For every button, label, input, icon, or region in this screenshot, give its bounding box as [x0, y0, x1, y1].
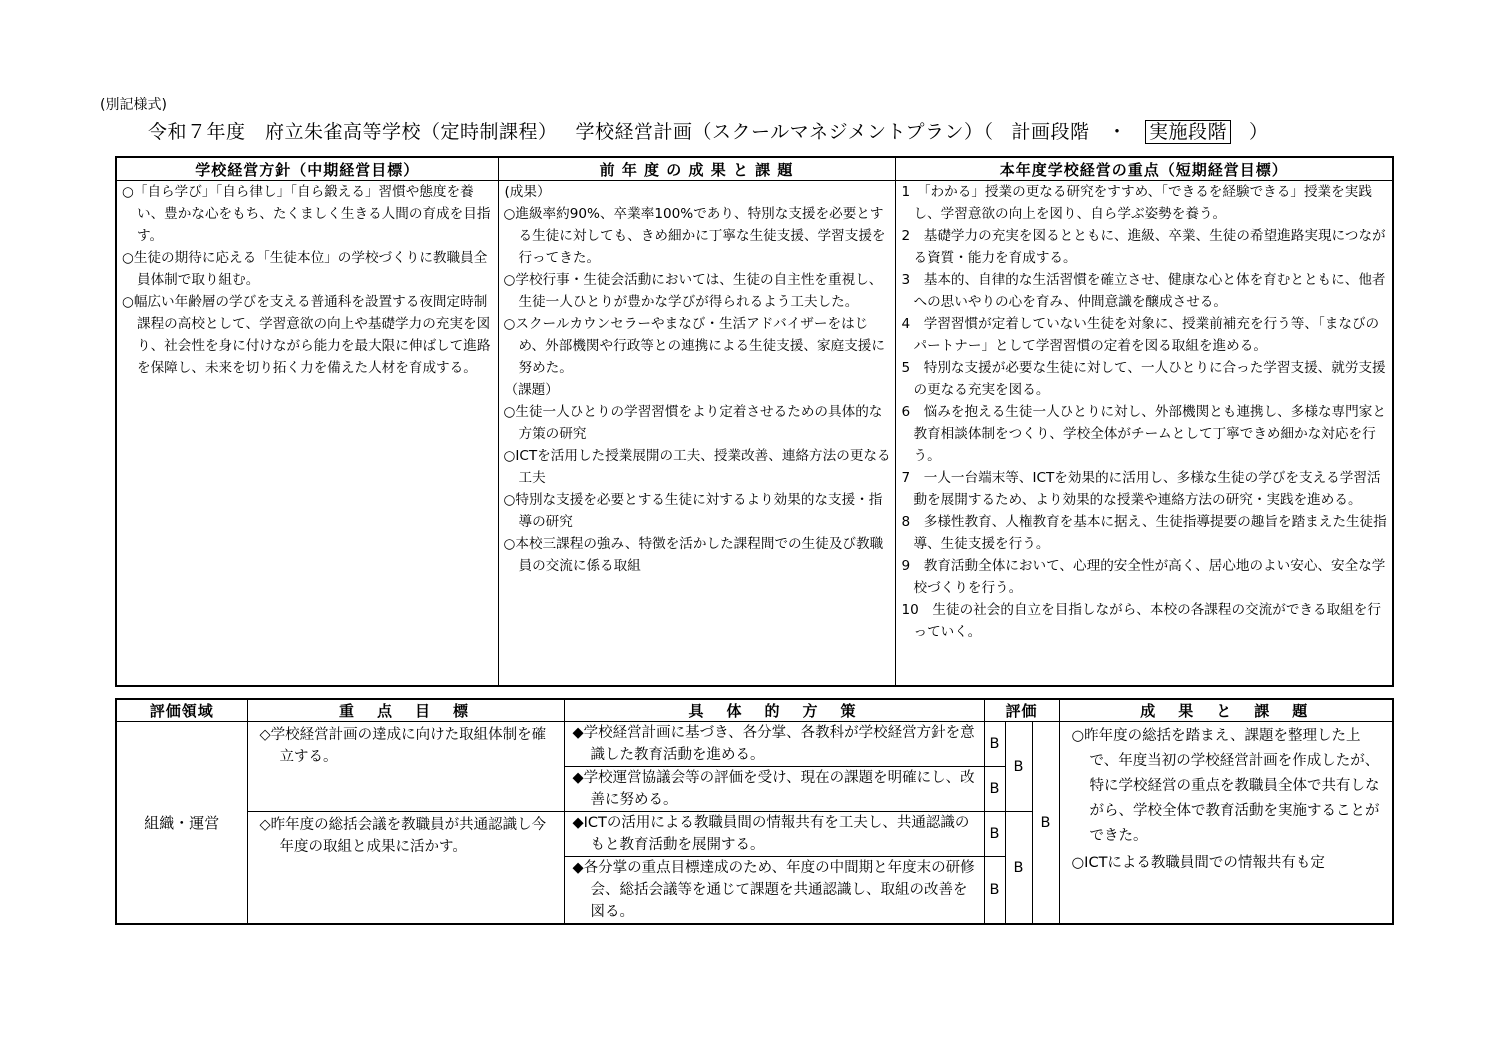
policy-header: 学校経営方針（中期経営目標） — [116, 157, 498, 181]
priority-item: 1 「わかる」授業の更なる研究をすすめ、「できるを経験できる」授業を実践し、学習意欲の向上を図り、自ら学ぶ姿勢を養う。 — [901, 184, 1372, 222]
issue-item: ○生徒一人ひとりの学習習慣をより定着させるための具体的な方策の研究 — [503, 404, 883, 442]
priority-item: 8 多様性教育、人権教育を基本に据え、生徒指導提要の趣旨を踏まえた生徒指導、生徒支援を行う。 — [901, 514, 1387, 552]
page-title — [148, 117, 1269, 144]
form-note: (別記様式) — [100, 97, 167, 113]
goal-item: ◇学校経営計画の達成に向けた取組体制を確立する。 — [259, 727, 547, 765]
measure-header: 具 体 的 方 策 — [564, 699, 984, 722]
result-item: ○ICTによる教職員間での情報共有も定 — [1071, 855, 1325, 871]
result-cell — [1059, 722, 1393, 925]
measure-item: ◆ICTの活用による教職員間の情報共有を工夫し、共通認識のもと教育活動を展開する。 — [572, 815, 970, 853]
stage-plan-label: 計画段階 — [1011, 121, 1090, 143]
result-item: ○昨年度の総括を踏まえ、課題を整理した上で、年度当初の学校経営計画を作成したが、特に学校経営の重点を教職員全体で共有しながら、学校全体で教育活動を実施することができた。 — [1071, 728, 1380, 844]
issues-label: （課題） — [504, 382, 559, 398]
issue-item: ○本校三課程の強み、特徴を活かした課程間での生徒及び教職員の交流に係る取組 — [503, 536, 884, 574]
priority-item: 3 基本的、自律的な生活習慣を確立させ、健康な心と体を育むとともに、他者への思いやりの心を育み、仲間意識を醸成させる。 — [901, 272, 1386, 310]
goal-item: ◇昨年度の総括会議を教職員が共通認識し今年度の取組と成果に活かす。 — [259, 817, 547, 855]
title-school: 令和７年度 府立朱雀高等学校（定時制課程） — [148, 121, 558, 143]
priorities-header: 本年度学校経営の重点（短期経営目標） — [895, 157, 1393, 181]
priority-item: 2 基礎学力の充実を図るとともに、進級、卒業、生徒の希望進路実現につながる資質・能力を育成する。 — [901, 228, 1386, 266]
measure-item: ◆各分掌の重点目標達成のため、年度の中間期と年度末の研修会、総括会議等を通じて課題を共通認識し、取組の改善を図る。 — [572, 860, 975, 920]
measure-cell — [564, 857, 984, 925]
priority-item: 10 生徒の社会的自立を目指しながら、本校の各課程の交流ができる取組を行っていく。 — [901, 602, 1381, 640]
stage-separator: ・ — [1107, 121, 1128, 143]
results-cell — [498, 181, 895, 687]
results-label: (成果） — [504, 184, 551, 200]
measure-grade: B — [984, 767, 1005, 812]
measure-cell — [564, 812, 984, 857]
result-item: ○スクールカウンセラーやまなび・生活アドバイザーをはじめ、外部機関や行政等との連携による生徒支援、家庭支援に努めた。 — [503, 316, 885, 376]
measure-cell — [564, 722, 984, 767]
goal-grade: B — [1005, 722, 1032, 812]
priority-item: 6 悩みを抱える生徒一人ひとりに対し、外部機関とも連携し、多様な専門家と教育相談体制をつくり、学校全体がチームとして丁寧できめ細かな対応を行う。 — [901, 404, 1386, 464]
result-item: ○学校行事・生徒会活動においては、生徒の自主性を重視し、生徒一人ひとりが豊かな学びが得られるよう工夫した。 — [503, 272, 883, 310]
policy-item: ○幅広い年齢層の学びを支える普通科を設置する夜間定時制課程の高校として、学習意欲の向上や基礎学力の充実を図り、社会性を身に付けながら能力を最大限に伸ばして進路を保障し、未来を切り拓く力を備えた人材を育成する。 — [122, 294, 491, 376]
priorities-cell — [895, 181, 1393, 687]
issue-item: ○ICTを活用した授業展開の工夫、授業改善、連絡方法の更なる工夫 — [503, 448, 891, 486]
area-header: 評価領域 — [116, 699, 247, 722]
title-plan: 学校経営計画（スクールマネジメントプラン）（ — [575, 121, 994, 143]
goal-cell — [247, 812, 564, 925]
priority-item: 7 一人一台端末等、ICTを効果的に活用し、多様な生徒の学びを支える学習活動を展開するため、より効果的な授業や連絡方法の研究・実践を進める。 — [901, 470, 1381, 508]
area-grade: B — [1032, 722, 1059, 925]
stage-implementation-label: 実施段階 — [1145, 120, 1231, 144]
goal-grade: B — [1005, 812, 1032, 925]
measure-cell — [564, 767, 984, 812]
measure-grade: B — [984, 722, 1005, 767]
priority-item: 4 学習習慣が定着していない生徒を対象に、授業前補充を行う等、「まなびのパートナー」として学習習慣の定着を図る取組を進める。 — [901, 316, 1380, 354]
policy-cell — [116, 181, 498, 687]
policy-item: ○「自ら学び」「自ら律し」「自ら鍛える」習慣や態度を養い、豊かな心をもち、たくましく生きる人間の育成を目指す。 — [122, 184, 491, 244]
measure-grade: B — [984, 857, 1005, 925]
issue-item: ○特別な支援を必要とする生徒に対するより効果的な支援・指導の研究 — [503, 492, 883, 530]
policy-item: ○生徒の期待に応える「生徒本位」の学校づくりに教職員全員体制で取り組む。 — [122, 250, 488, 288]
measure-grade: B — [984, 812, 1005, 857]
priority-item: 9 教育活動全体において、心理的安全性が高く、居心地のよい安心、安全な学校づくりを行う。 — [901, 558, 1386, 596]
result-header: 成 果 と 課 題 — [1059, 699, 1393, 722]
plan-table — [115, 156, 1394, 687]
measure-item: ◆学校経営計画に基づき、各分掌、各教科が学校経営方針を意識した教育活動を進める。 — [572, 725, 975, 763]
evaluation-area: 組織・運営 — [116, 722, 247, 925]
goal-header: 重 点 目 標 — [247, 699, 564, 722]
results-header: 前 年 度 の 成 果 と 課 題 — [498, 157, 895, 181]
title-close: ） — [1249, 121, 1269, 143]
grade-header: 評価 — [984, 699, 1059, 722]
evaluation-table — [115, 698, 1394, 925]
priority-item: 5 特別な支援が必要な生徒に対して、一人ひとりに合った学習支援、就労支援の更なる充実を図る。 — [901, 360, 1386, 398]
result-item: ○進級率約90%、卒業率100%であり、特別な支援を必要とする生徒に対しても、きめ細かに丁寧な生徒支援、学習支援を行ってきた。 — [503, 206, 886, 266]
goal-cell — [247, 722, 564, 812]
measure-item: ◆学校運営協議会等の評価を受け、現在の課題を明確にし、改善に努める。 — [572, 770, 975, 808]
